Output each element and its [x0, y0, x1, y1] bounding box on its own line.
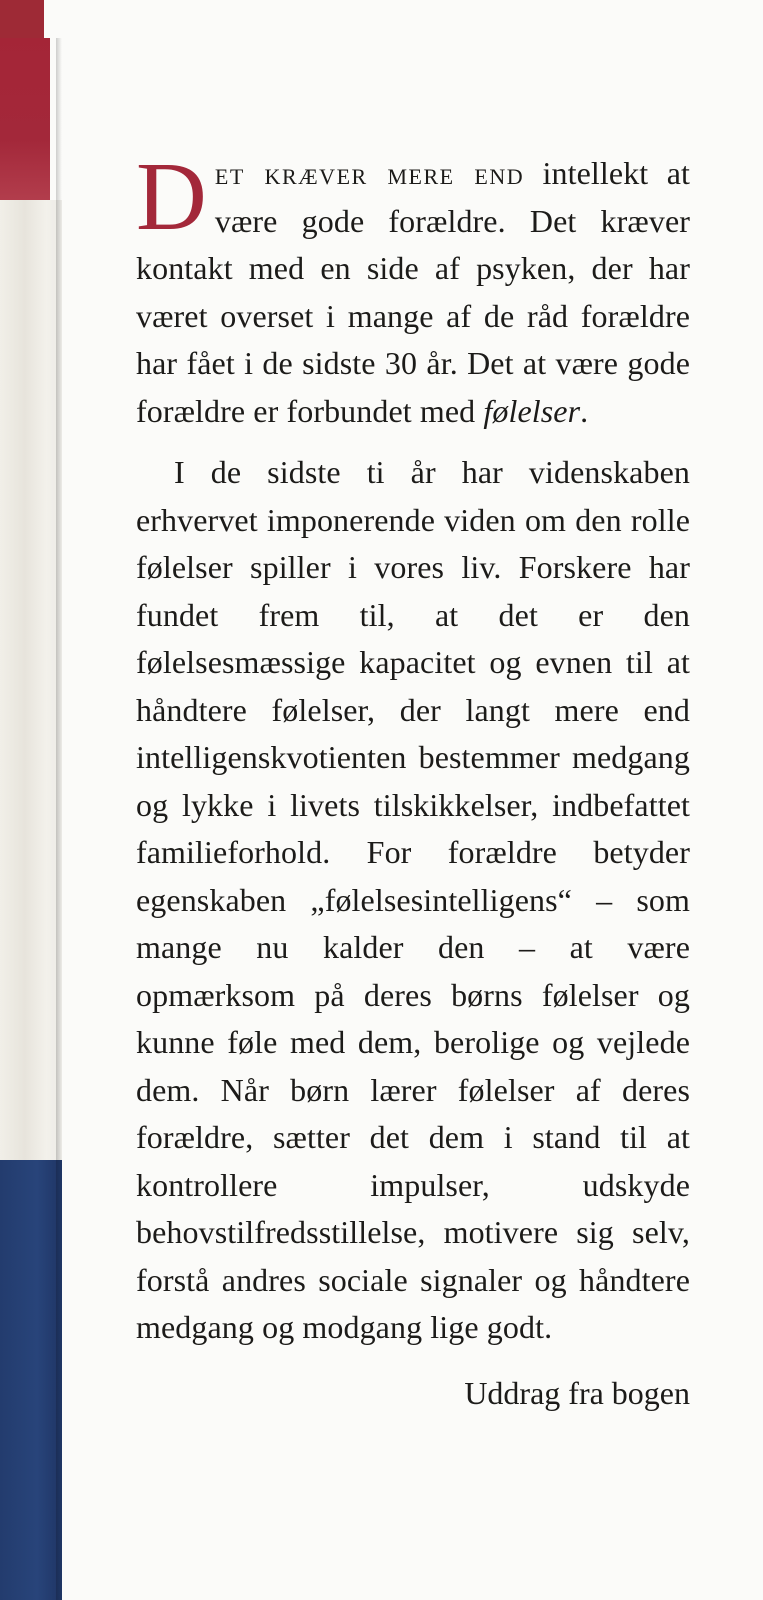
paragraph-1 — [136, 143, 690, 435]
spine-white-stripe — [0, 200, 62, 1160]
book-spine — [0, 0, 62, 1600]
paragraph-1-text: intellekt at være gode forældre. Det kræver kontakt med en side af psyken, der har været overset i mange af de råd forældre har fået i de sidste 30 år. Det at være gode forældre er forbundet med — [136, 155, 690, 429]
excerpt-attribution: Uddrag fra bogen — [464, 1374, 690, 1411]
paragraph-1-end: . — [580, 392, 589, 429]
spine-shadow — [56, 0, 62, 1600]
blurb-text — [136, 143, 690, 1417]
paragraph-2: I de sidste ti år har videnskaben erhvervet imponerende viden om den rolle følelser spiller i vores liv. Forskere har fundet frem til, at det er den følelsesmæssige kapacitet og evnen til at håndtere følelser, der langt mere end intelligenskvotienten bestemmer medgang og lykke i livets tilskikkelser, indbefattet familieforhold. For forældre betyder egenskaben „følelsesintelligens“ – som mange nu kalder den – at være opmærksom på deres børns følelser og kunne føle med dem, berolige og vejlede dem. Når børn lærer følelser af deres forældre, sætter det dem i stand til at kontrollere impulser, udskyde behovstilfredsstillelse, motivere sig selv, forstå andres sociale signaler og håndtere medgang og modgang lige godt. — [136, 454, 690, 1345]
spine-blue-stripe — [0, 1160, 62, 1600]
spine-top-red-tab — [0, 0, 44, 38]
emphasis-word: følelser — [483, 392, 581, 429]
drop-cap: D — [136, 143, 207, 251]
lead-small-caps: et kræver mere end — [214, 155, 525, 191]
